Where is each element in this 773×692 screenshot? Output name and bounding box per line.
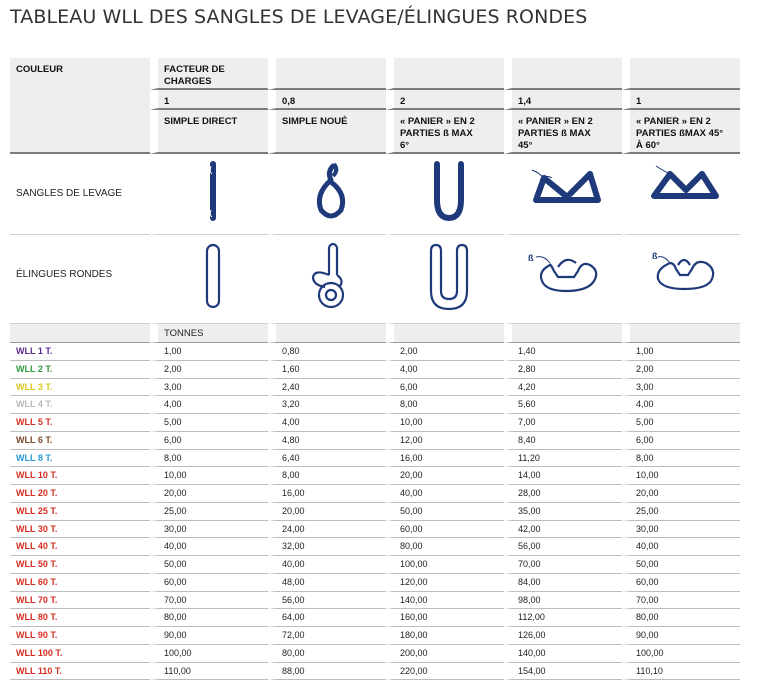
wll-value: 10,00 [400,417,423,427]
wll-value: 4,80 [282,434,300,445]
wll-value: 6,00 [636,434,654,445]
elingue-simple-noue-icon [301,241,361,313]
wll-value: 80,00 [282,647,305,658]
wll-value: 70,00 [518,559,541,569]
facteur-header-cell [150,58,268,90]
wll-value: 60,00 [400,523,423,534]
wll-value: 154,00 [518,665,546,676]
factor-value: 1 [164,96,170,107]
wll-value: 14,00 [518,470,541,481]
wll-row [10,521,740,539]
wll-value: 2,80 [518,363,536,374]
mode-label: « PANIER » EN 2 PARTIES ßMAX 45° À 60° [636,116,724,151]
wll-label: WLL 20 T. [16,488,58,498]
wll-value: 50,00 [164,559,187,569]
header-empty-cell [622,58,740,90]
wll-value: 40,00 [400,488,423,498]
wll-value: 30,00 [164,523,187,534]
wll-value: 70,00 [636,594,659,605]
wll-value: 8,00 [164,452,182,463]
wll-value: 8,00 [400,399,418,410]
wll-value: 90,00 [164,630,187,640]
wll-body [10,343,740,680]
wll-label: WLL 100 T. [16,647,63,658]
wll-value: 84,00 [518,576,541,587]
wll-value: 70,00 [164,594,187,605]
wll-value: 16,00 [400,452,423,463]
page-title: TABLEAU WLL DES SANGLES DE LEVAGE/ÉLINGUES RONDES [10,6,588,28]
facteur-header: FACTEUR DE CHARGES [164,64,225,87]
header-row-title [10,58,740,90]
wll-label: WLL 70 T. [16,594,58,605]
wll-value: 2,00 [164,363,182,374]
elingue-panier-45-icon [522,241,612,313]
wll-label: WLL 3 T. [16,381,53,392]
wll-label: WLL 6 T. [16,434,53,445]
elingues-label: ÉLINGUES RONDES [16,269,113,280]
wll-label: WLL 4 T. [16,399,53,410]
mode-label: « PANIER » EN 2 PARTIES ß MAX 6° [400,116,475,151]
wll-value: 8,40 [518,434,536,445]
wll-value: 80,00 [164,612,187,623]
wll-value: 35,00 [518,505,541,516]
sangles-row [10,154,740,235]
factor-value: 1 [636,96,642,107]
wll-value: 180,00 [400,630,428,640]
wll-value: 6,00 [164,434,182,445]
wll-label: WLL 5 T. [16,417,53,427]
wll-value: 110,00 [164,665,191,676]
tonnes-row [10,324,740,343]
wll-value: 112,00 [518,612,545,623]
wll-value: 1,40 [518,346,536,356]
wll-value: 90,00 [636,630,659,640]
wll-label: WLL 10 T. [16,470,58,481]
wll-value: 110,10 [636,665,663,676]
wll-value: 7,00 [518,417,536,427]
wll-value: 126,00 [518,630,546,640]
elingue-panier-45-60-icon [640,241,730,313]
factor-value: 2 [400,96,406,107]
sangle-panier-6-icon [419,160,479,224]
wll-value: 100,00 [164,647,192,658]
wll-label: WLL 25 T. [16,505,58,516]
wll-label: WLL 8 T. [16,452,53,463]
wll-value: 28,00 [518,488,541,498]
wll-value: 4,00 [636,399,654,410]
mode-label: « PANIER » EN 2 PARTIES ß MAX 45° [518,116,593,151]
wll-value: 30,00 [636,523,659,534]
wll-value: 8,00 [636,452,654,463]
factor-value: 1,4 [518,96,532,107]
sangle-simple-direct-icon [183,160,243,224]
wll-value: 10,00 [164,470,187,481]
wll-label: WLL 2 T. [16,363,53,374]
wll-row [10,361,740,379]
factor-value: 0,8 [282,96,296,107]
couleur-header-cell [10,58,150,154]
wll-value: 0,80 [282,346,300,356]
sangle-panier-45-60-icon [640,160,730,224]
header-empty-cell [268,58,386,90]
wll-value: 60,00 [636,576,659,587]
mode-label: SIMPLE DIRECT [164,116,238,127]
wll-row [10,645,740,663]
wll-value: 25,00 [164,505,187,516]
wll-row [10,663,740,681]
wll-value: 80,00 [400,541,423,552]
wll-label: WLL 60 T. [16,576,58,587]
wll-row [10,432,740,450]
wll-label: WLL 1 T. [16,346,53,356]
wll-value: 140,00 [518,647,546,658]
wll-value: 200,00 [400,647,428,658]
couleur-header: COULEUR [16,64,63,75]
elingue-simple-direct-icon [183,241,243,313]
wll-row [10,379,740,397]
wll-value: 220,00 [400,665,428,676]
wll-value: 32,00 [282,541,305,552]
wll-value: 60,00 [164,576,187,587]
wll-row [10,343,740,361]
wll-value: 40,00 [282,559,305,569]
wll-value: 4,20 [518,381,536,392]
wll-value: 2,00 [400,346,418,356]
wll-value: 100,00 [400,559,428,569]
wll-label: WLL 90 T. [16,630,58,640]
wll-value: 1,60 [282,363,300,374]
wll-value: 56,00 [518,541,541,552]
wll-value: 5,60 [518,399,536,410]
wll-row [10,556,740,574]
wll-label: WLL 30 T. [16,523,58,534]
wll-value: 100,00 [636,647,664,658]
wll-value: 72,00 [282,630,305,640]
wll-value: 88,00 [282,665,305,676]
wll-label: WLL 110 T. [16,665,62,676]
elingue-panier-6-icon [419,241,479,313]
wll-label: WLL 40 T. [16,541,58,552]
wll-value: 120,00 [400,576,428,587]
wll-value: 16,00 [282,488,305,498]
beta-label: ß [528,253,534,263]
wll-row [10,538,740,556]
wll-value: 80,00 [636,612,659,623]
header-empty-cell [504,58,622,90]
wll-value: 50,00 [636,559,659,569]
wll-table [10,58,740,680]
wll-row [10,485,740,503]
wll-row [10,467,740,485]
wll-label: WLL 80 T. [16,612,58,623]
wll-value: 8,00 [282,470,300,481]
wll-value: 6,00 [400,381,418,392]
wll-value: 98,00 [518,594,541,605]
wll-value: 3,00 [636,381,654,392]
wll-value: 20,00 [282,505,305,516]
wll-value: 56,00 [282,594,305,605]
wll-value: 50,00 [400,505,423,516]
wll-value: 24,00 [282,523,305,534]
wll-value: 20,00 [636,488,659,498]
sangles-label: SANGLES DE LEVAGE [16,188,122,199]
wll-value: 10,00 [636,470,659,481]
wll-value: 5,00 [636,417,654,427]
tonnes-label: TONNES [164,328,204,339]
sangle-simple-noue-icon [301,160,361,224]
wll-value: 4,00 [400,363,418,374]
wll-value: 64,00 [282,612,305,623]
wll-value: 20,00 [400,470,423,481]
mode-label: SIMPLE NOUÉ [282,116,348,127]
wll-row [10,592,740,610]
elingues-row [10,235,740,324]
wll-value: 140,00 [400,594,428,605]
wll-value: 4,00 [282,417,300,427]
wll-value: 1,00 [164,346,182,356]
wll-value: 12,00 [400,434,423,445]
wll-value: 3,00 [164,381,182,392]
wll-value: 42,00 [518,523,541,534]
wll-value: 20,00 [164,488,187,498]
wll-row [10,396,740,414]
wll-value: 48,00 [282,576,305,587]
wll-value: 40,00 [636,541,659,552]
wll-value: 160,00 [400,612,428,623]
wll-value: 1,00 [636,346,654,356]
wll-value: 4,00 [164,399,182,410]
wll-row [10,503,740,521]
wll-row [10,450,740,468]
wll-value: 11,20 [518,452,540,463]
wll-value: 2,40 [282,381,300,392]
wll-row [10,414,740,432]
sangle-panier-45-icon [522,160,612,224]
wll-row [10,574,740,592]
wll-value: 3,20 [282,399,300,410]
wll-value: 2,00 [636,363,654,374]
wll-value: 6,40 [282,452,300,463]
wll-row [10,609,740,627]
wll-value: 5,00 [164,417,182,427]
header-empty-cell [386,58,504,90]
wll-value: 25,00 [636,505,659,516]
wll-row [10,627,740,645]
wll-value: 40,00 [164,541,187,552]
beta-label: ß [652,251,658,261]
wll-label: WLL 50 T. [16,559,58,569]
